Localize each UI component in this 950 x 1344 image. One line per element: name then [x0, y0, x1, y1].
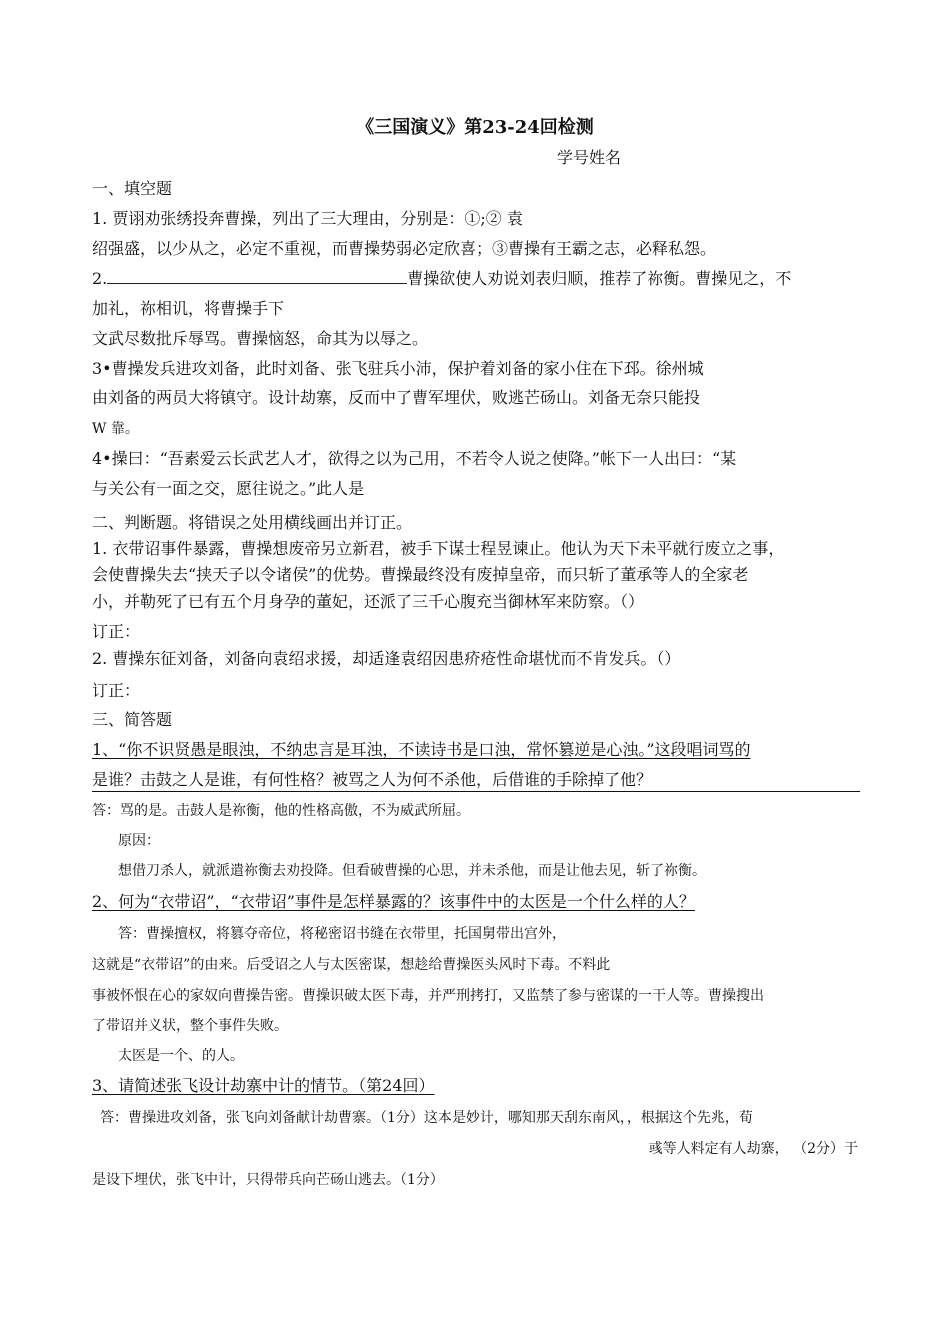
s1-q1-line1: 1. 贾诩劝张绣投奔曹操，列出了三大理由，分别是：①;② 袁 — [92, 209, 523, 228]
page-title: 《三国演义》第23-24回检测 — [356, 117, 594, 138]
s1-q4-line2: 与关公有一面之交，愿往说之。”此人是 — [92, 479, 365, 498]
s3-a1-line2: 原因： — [118, 833, 160, 849]
s3-a2-line3: 事被怀恨在心的家奴向曹操告密。曹操识破太医下毒，并严刑拷打，又监禁了参与密谋的一干人等。曹操搜出 — [92, 988, 764, 1004]
s3-q1-line1: 1、“你不识贤愚是眼浊，不纳忠言是耳浊，不读诗书是口浊，常怀篡逆是心浊。”这段唱词骂的 — [92, 740, 751, 759]
s3-a3-line2: 彧等人料定有人劫寨， （2分）于 — [648, 1141, 858, 1157]
s2-q2: 2. 曹操东征刘备，刘备向袁绍求援，却适逢袁绍因患疥疮性命堪忧而不肯发兵。（） — [92, 649, 681, 668]
s2-q1-line3: 小，并勒死了已有五个月身孕的董妃，还派了三千心腹充当御林军来防察。（） — [92, 592, 645, 611]
s1-q4-line1: 4•操曰：“吾素爱云长武艺人才，欲得之以为己用，不若令人说之使降。”帐下一人出曰：“某 — [92, 449, 737, 468]
s2-q1-line2: 会使曹操失去“挟天子以令诸侯”的优势。曹操最终没有废掉皇帝，而只斩了董承等人的全家老 — [92, 565, 749, 584]
s3-a3-line1: 答：曹操进攻刘备，张飞向刘备献计劫曹寨。（1分）这本是妙计，哪知那天刮东南风，，根据这个先兆，荀 — [100, 1110, 753, 1126]
s3-q1-line2: 是谁？击鼓之人是谁，有何性格？被骂之人为何不杀他，后借谁的手除掉了他？ — [92, 770, 653, 789]
s1-q2-line3: 文武尽数批斥辱骂。曹操恼怒，命其为以辱之。 — [92, 329, 429, 348]
s1-q2-number: 2. — [92, 269, 108, 288]
section2-heading: 二、判断题。将错误之处用横线画出并订正。 — [92, 513, 413, 532]
s1-q2-text: 曹操欲使人劝说刘表归顺，推荐了祢衡。曹操见之，不 — [407, 269, 792, 288]
s1-q2-blank[interactable] — [107, 269, 407, 284]
s1-q2-line2: 加礼，祢相讥，将曹操手下 — [92, 299, 285, 318]
s3-a1-line1: 答：骂的是。击鼓人是祢衡，他的性格高傲，不为威武所屈。 — [92, 803, 470, 819]
s1-q2-line1 — [92, 269, 791, 289]
section3-heading: 三、简答题 — [92, 710, 173, 729]
s3-a2-line2: 这就是“衣带诏”的由来。后受诏之人与太医密谋，想趁给曹操医头风时下毒。不料此 — [92, 957, 611, 973]
s3-q2: 2、何为“衣带诏”，“衣带诏”事件是怎样暴露的？该事件中的太医是一个什么样的人？ — [92, 892, 695, 911]
s3-a2-line1: 答：曹操擅权，将篡夺帝位，将秘密诏书缝在衣带里，托国舅带出宫外， — [118, 926, 566, 942]
s1-q3-line1: 3•曹操发兵进攻刘备，此时刘备、张飞驻兵小沛，保护着刘备的家小住在下邳。徐州城 — [92, 359, 704, 378]
s2-q1-line1: 1. 衣带诏事件暴露，曹操想废帝另立新君，被手下谋士程昱谏止。他认为天下未平就行废立之事， — [92, 539, 785, 558]
s3-q1-underline — [92, 791, 860, 792]
s2-correction1: 订正： — [92, 622, 141, 641]
section1-heading: 一、填空题 — [92, 179, 173, 198]
s3-q3: 3、请简述张飞设计劫寨中计的情节。（第24回） — [92, 1076, 435, 1095]
student-info: 学号姓名 — [557, 148, 622, 167]
s1-q3-line2: 由刘备的两员大将镇守。设计劫寨，反而中了曹军埋伏，败逃芒砀山。刘备无奈只能投 — [92, 388, 701, 407]
s1-q1-line2: 绍强盛，以少从之，必定不重视，而曹操势弱必定欣喜；③曹操有王霸之志，必释私怨。 — [92, 239, 717, 258]
s3-a3-line3: 是设下埋伏，张飞中计，只得带兵向芒砀山逃去。（1分） — [92, 1172, 444, 1188]
s3-a2-line5: 太医是一个、的人。 — [118, 1048, 244, 1064]
s1-q3-line3: W 靠。 — [92, 421, 139, 437]
s3-a1-line3: 想借刀杀人，就派遣祢衡去劝投降。但看破曹操的心思，并未杀他，而是让他去见，斩了祢衡。 — [118, 863, 706, 879]
s3-a2-line4: 了带诏并义状，整个事件失败。 — [92, 1018, 288, 1034]
s2-correction2: 订正： — [92, 681, 141, 700]
